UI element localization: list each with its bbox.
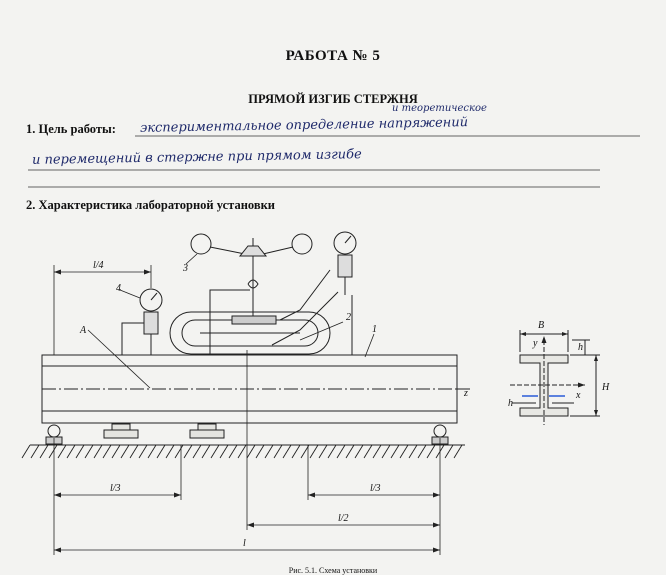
label-z: z [464, 388, 468, 399]
hatch-stroke [310, 445, 318, 458]
label-y: y [533, 338, 538, 349]
handwritten-line-2: и перемещений в стержне при прямом изгибе [31, 147, 362, 168]
hatch-stroke [139, 445, 147, 458]
hatch-stroke [40, 445, 48, 458]
hatch-stroke [418, 445, 426, 458]
hatch-stroke [256, 445, 264, 458]
section-2-label: 2. Характеристика лабораторной установки [26, 198, 275, 212]
hatch-stroke [148, 445, 156, 458]
hatch-stroke [229, 445, 237, 458]
handwritten-line-1: экспериментальное определение напряжений [139, 115, 469, 136]
label-h-cap: H [602, 382, 610, 393]
label-a: A [80, 325, 87, 336]
hatch-stroke [67, 445, 75, 458]
label-2: 2 [346, 312, 351, 323]
hatch-stroke [382, 445, 390, 458]
hatch-stroke [274, 445, 282, 458]
indicator-4 [122, 289, 162, 355]
leader-lines [88, 254, 374, 388]
hatch-stroke [166, 445, 174, 458]
hatch-stroke [130, 445, 138, 458]
hatch-stroke [85, 445, 93, 458]
hatch-stroke [193, 445, 201, 458]
hatch-stroke [22, 445, 30, 458]
load-blocks [104, 424, 224, 438]
hatch-stroke [202, 445, 210, 458]
hatch-stroke [427, 445, 435, 458]
hatch-stroke [238, 445, 246, 458]
hatch-stroke [373, 445, 381, 458]
hatch-stroke [49, 445, 57, 458]
hatch-stroke [409, 445, 417, 458]
hatch-stroke [292, 445, 300, 458]
beam [42, 355, 470, 423]
hatch-stroke [355, 445, 363, 458]
strain-loop [170, 312, 330, 354]
page-title: РАБОТА № 5 [285, 48, 381, 64]
section-1-label: 1. Цель работы: [26, 122, 116, 136]
label-4: 4 [116, 283, 121, 294]
hatch-stroke [31, 445, 39, 458]
hatch-stroke [76, 445, 84, 458]
label-h-top: h [578, 342, 583, 353]
indicator-right [272, 232, 356, 355]
answer-lines [28, 136, 640, 187]
hatch-stroke [283, 445, 291, 458]
figure-caption: Рис. 5.1. Схема установки [288, 566, 378, 575]
dimension-lines [54, 265, 440, 555]
hatch-stroke [112, 445, 120, 458]
hatch-stroke [58, 445, 66, 458]
hatch-stroke [391, 445, 399, 458]
label-l2: l/2 [338, 513, 349, 524]
hatch-stroke [247, 445, 255, 458]
hatch-stroke [400, 445, 408, 458]
hatch-stroke [346, 445, 354, 458]
label-l3-right: l/3 [370, 483, 381, 494]
hatch-stroke [337, 445, 345, 458]
hatch-stroke [319, 445, 327, 458]
label-3: 3 [183, 263, 188, 274]
hatch-stroke [103, 445, 111, 458]
cross-section [510, 330, 600, 425]
hatch-stroke [121, 445, 129, 458]
hatch-stroke [328, 445, 336, 458]
label-x: x [576, 390, 581, 401]
hatch-stroke [454, 445, 462, 458]
page-subtitle: ПРЯМОЙ ИЗГИБ СТЕРЖНЯ [248, 92, 418, 106]
handwritten-insert: и теоретическое [392, 103, 487, 114]
label-b: B [538, 320, 545, 331]
hatch-stroke [94, 445, 102, 458]
hatch-stroke [364, 445, 372, 458]
indicator-3 [191, 234, 312, 355]
label-l: l [243, 538, 246, 549]
hatch-stroke [175, 445, 183, 458]
hatch-stroke [220, 445, 228, 458]
ground-hatching [22, 445, 465, 458]
label-l4: l/4 [93, 260, 104, 271]
label-h-web: h [508, 398, 513, 409]
label-1: 1 [372, 324, 377, 335]
hatch-stroke [265, 445, 273, 458]
hatch-stroke [445, 445, 453, 458]
hatch-stroke [211, 445, 219, 458]
label-l3-left: l/3 [110, 483, 121, 494]
hatch-stroke [184, 445, 192, 458]
hatch-stroke [157, 445, 165, 458]
